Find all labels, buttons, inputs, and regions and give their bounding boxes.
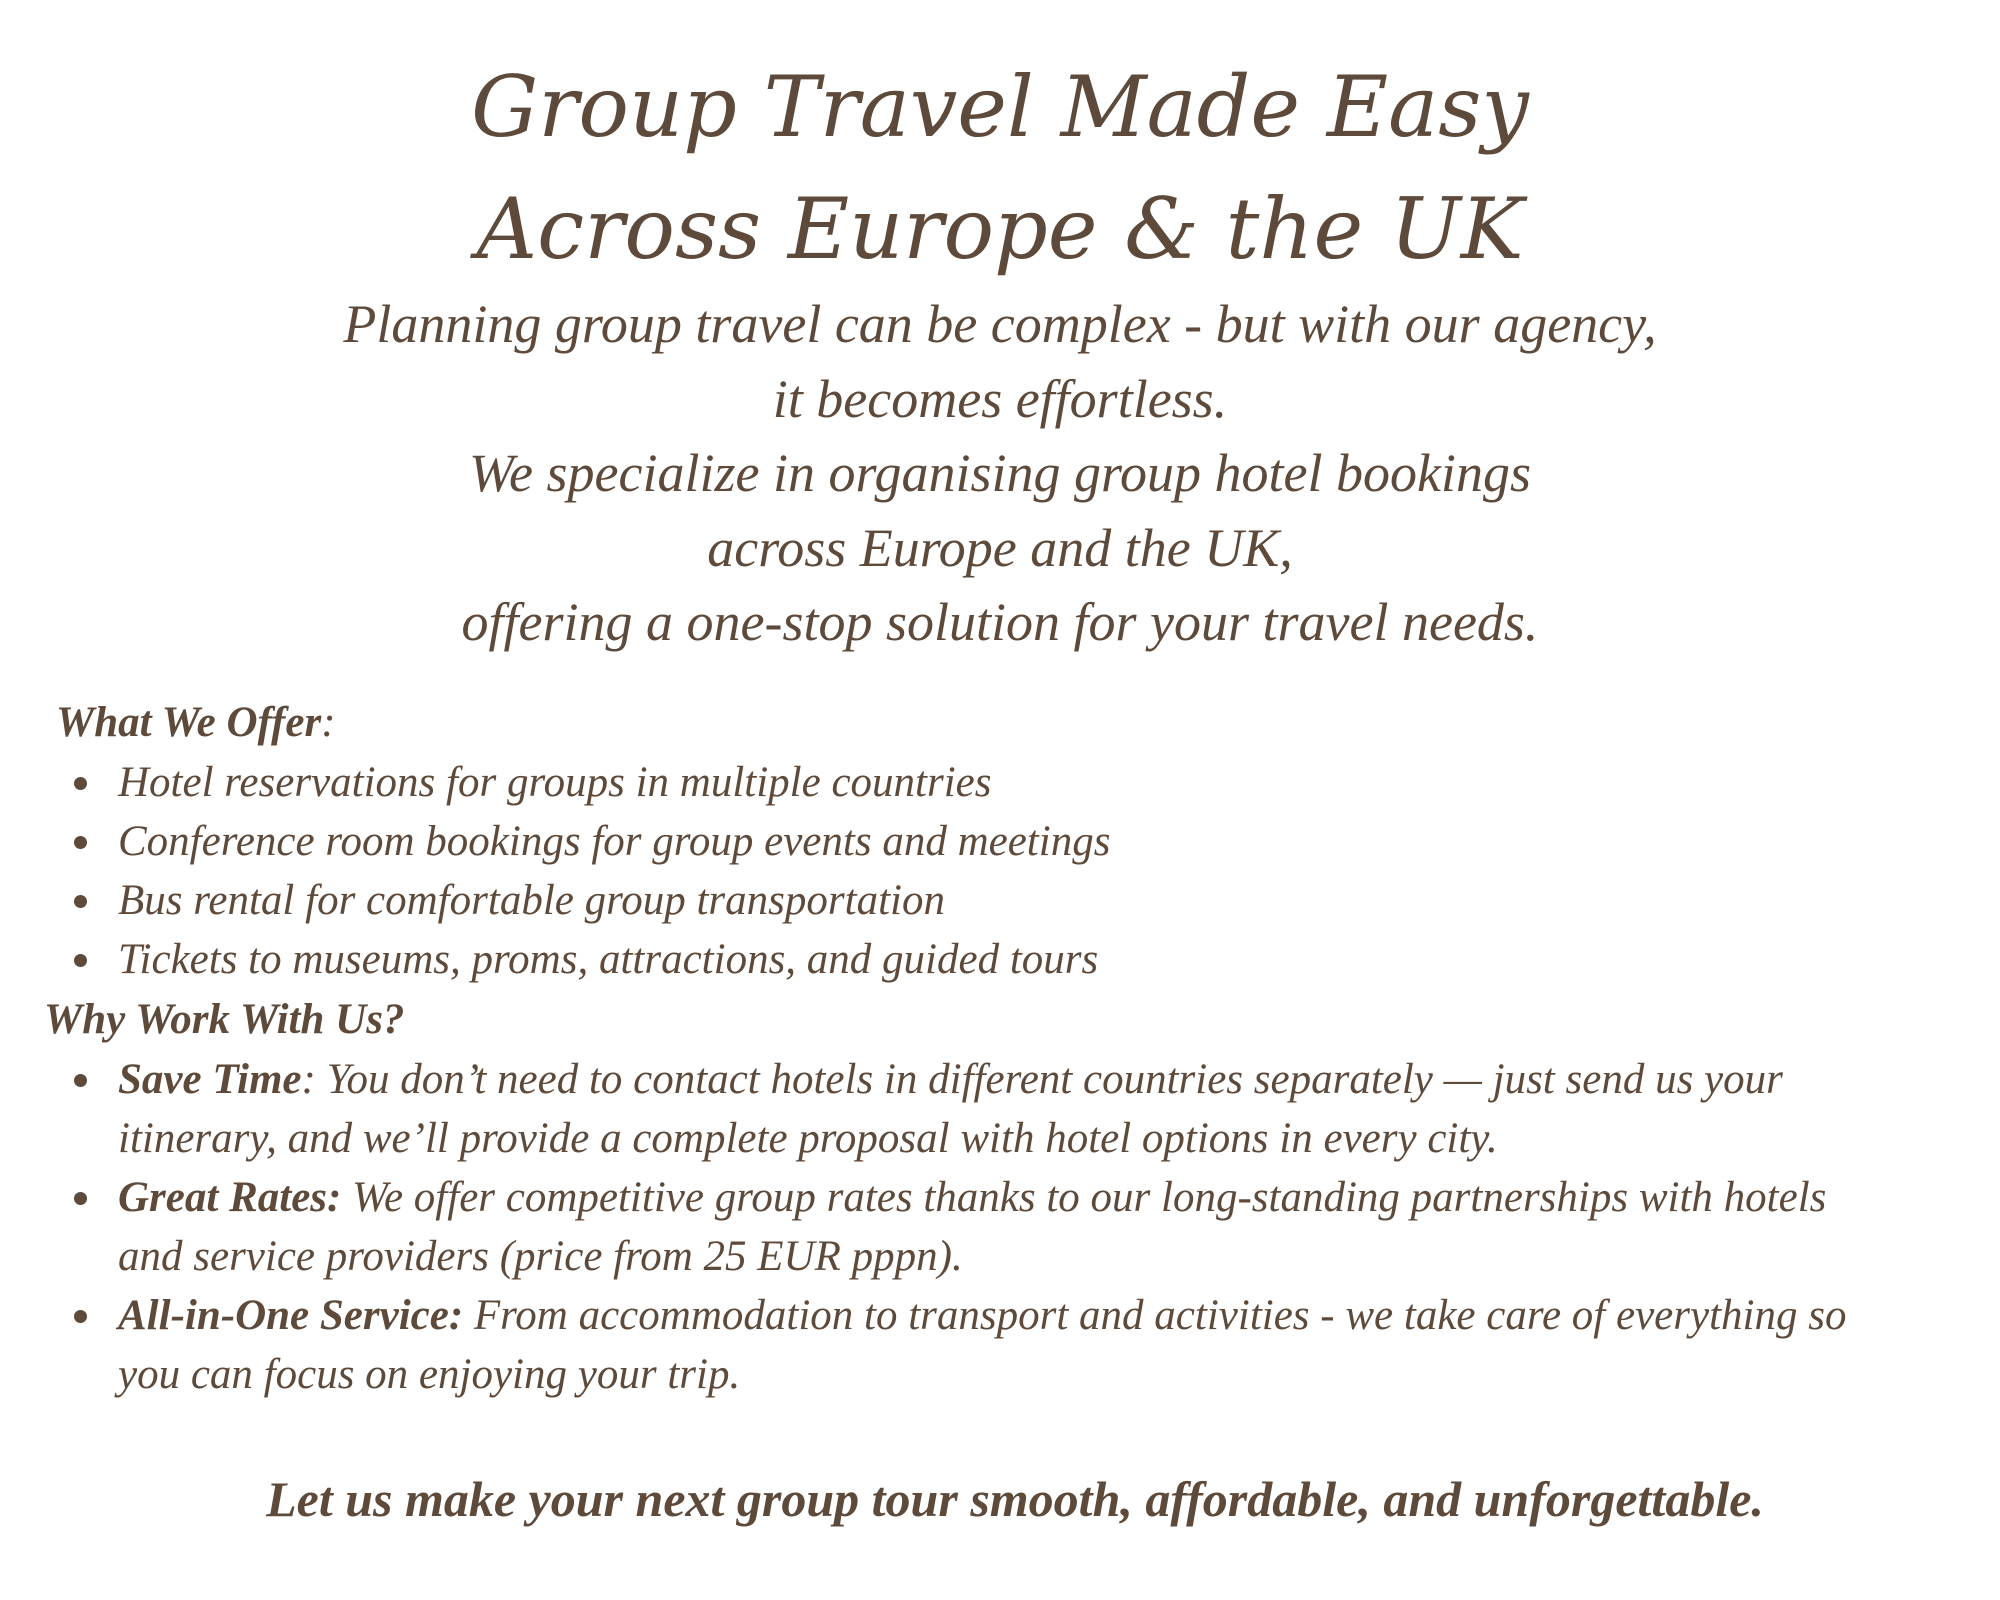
why-list-item — [0, 1168, 1880, 1286]
why-item-text: From accommodation to transport and activities - we take care of everything so you can focus on enjoying your trip. — [118, 1292, 1847, 1398]
bullet-icon — [74, 1192, 87, 1205]
what-we-offer-heading-colon: : — [321, 699, 336, 746]
why-list — [0, 1050, 1880, 1404]
bullet-icon — [74, 1310, 87, 1323]
what-we-offer-heading-text: What We Offer — [56, 699, 322, 746]
bullet-icon — [74, 836, 87, 849]
page-title — [0, 46, 2000, 290]
why-item-label: Great Rates: — [118, 1174, 342, 1221]
offer-list-item — [0, 930, 1880, 989]
why-list-item — [0, 1050, 1880, 1168]
intro-line: Planning group travel can be complex - but with our agency, — [343, 294, 1657, 354]
offer-item-text: Bus rental for comfortable group transportation — [118, 877, 945, 924]
offer-item-text: Tickets to museums, proms, attractions, and guided tours — [118, 936, 1099, 983]
why-item-label: Save Time — [118, 1056, 302, 1103]
offer-list-item — [0, 753, 1880, 812]
bullet-icon — [74, 1074, 87, 1087]
why-item-label: All-in-One Service: — [118, 1292, 464, 1339]
title-line-2: Across Europe & the UK — [476, 180, 1524, 278]
intro-paragraph — [0, 287, 2000, 660]
offer-list-item — [0, 871, 1880, 930]
why-item-separator — [463, 1292, 474, 1339]
why-item-text: You don’t need to contact hotels in different countries separately — just send us your itinerary, and we’ll provide a complete proposal with hotel options in every city. — [118, 1056, 1783, 1162]
why-work-with-us-heading: Why Work With Us? — [44, 996, 405, 1043]
why-item-text: We offer competitive group rates thanks to our long-standing partnerships with hotels and service providers (price from 25 EUR pppn). — [118, 1174, 1827, 1280]
intro-line: offering a one-stop solution for your travel needs. — [461, 592, 1539, 652]
intro-line: it becomes effortless. — [772, 368, 1228, 429]
offer-list-item — [0, 812, 1880, 871]
intro-line: We specialize in organising group hotel bookings — [469, 443, 1531, 503]
what-we-offer-heading — [56, 693, 336, 753]
bullet-icon — [74, 777, 87, 790]
closing-statement: Let us make your next group tour smooth, affordable, and unforgettable. — [266, 1471, 1764, 1527]
why-item-separator — [341, 1174, 352, 1221]
title-line-1: Group Travel Made Easy — [471, 58, 1529, 156]
bullet-icon — [74, 954, 87, 967]
why-list-item — [0, 1286, 1880, 1404]
bullet-icon — [74, 895, 87, 908]
offer-item-text: Conference room bookings for group events and meetings — [118, 818, 1111, 865]
offer-item-text: Hotel reservations for groups in multiple countries — [118, 759, 992, 806]
intro-line: across Europe and the UK, — [707, 517, 1293, 578]
why-item-separator: : — [301, 1056, 327, 1103]
offer-list — [0, 753, 1880, 989]
